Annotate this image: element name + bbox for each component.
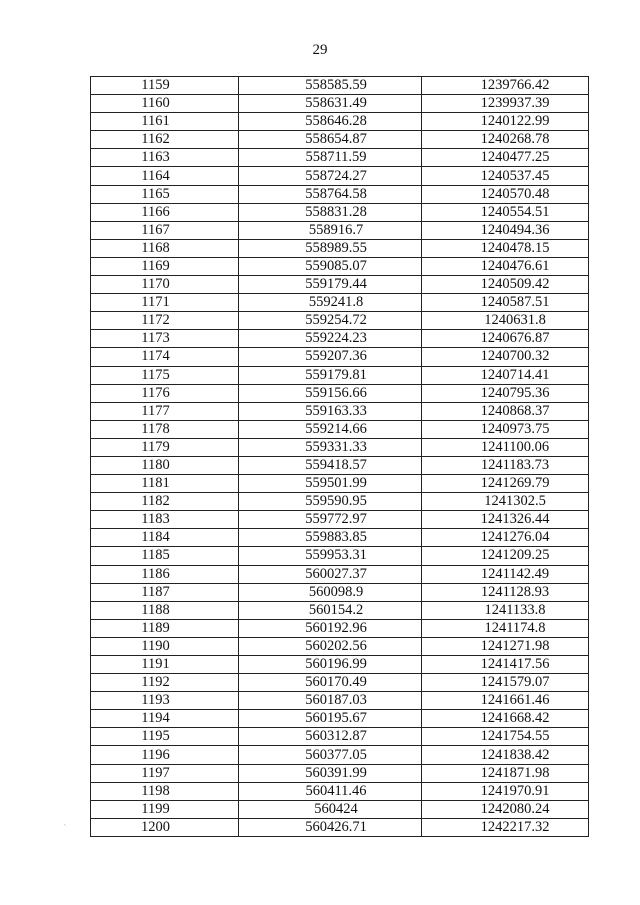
table-row — [91, 674, 589, 692]
point-number-cell: 1175 — [91, 366, 239, 384]
y-coordinate-cell: 1240676.87 — [422, 330, 589, 348]
point-number-cell: 1195 — [91, 728, 239, 746]
x-coordinate-cell: 559590.95 — [239, 493, 422, 511]
table-row — [91, 637, 589, 655]
point-number-cell: 1160 — [91, 95, 239, 113]
table-row — [91, 402, 589, 420]
point-number-cell: 1167 — [91, 221, 239, 239]
table-row — [91, 77, 589, 95]
y-coordinate-cell: 1240587.51 — [422, 294, 589, 312]
coordinates-table-body — [91, 77, 589, 837]
y-coordinate-cell: 1240973.75 — [422, 420, 589, 438]
x-coordinate-cell: 558764.58 — [239, 185, 422, 203]
table-row — [91, 782, 589, 800]
table-row — [91, 818, 589, 836]
table-row — [91, 257, 589, 275]
x-coordinate-cell: 558585.59 — [239, 77, 422, 95]
y-coordinate-cell: 1240476.61 — [422, 257, 589, 275]
y-coordinate-cell: 1242080.24 — [422, 800, 589, 818]
y-coordinate-cell: 1240122.99 — [422, 113, 589, 131]
x-coordinate-cell: 560391.99 — [239, 764, 422, 782]
table-row — [91, 95, 589, 113]
x-coordinate-cell: 558646.28 — [239, 113, 422, 131]
table-row — [91, 710, 589, 728]
table-row — [91, 692, 589, 710]
x-coordinate-cell: 560187.03 — [239, 692, 422, 710]
x-coordinate-cell: 559156.66 — [239, 384, 422, 402]
table-row — [91, 239, 589, 257]
point-number-cell: 1159 — [91, 77, 239, 95]
x-coordinate-cell: 560154.2 — [239, 601, 422, 619]
x-coordinate-cell: 559207.36 — [239, 348, 422, 366]
table-row — [91, 493, 589, 511]
x-coordinate-cell: 559241.8 — [239, 294, 422, 312]
x-coordinate-cell: 558916.7 — [239, 221, 422, 239]
point-number-cell: 1196 — [91, 746, 239, 764]
point-number-cell: 1186 — [91, 565, 239, 583]
point-number-cell: 1181 — [91, 475, 239, 493]
point-number-cell: 1183 — [91, 511, 239, 529]
x-coordinate-cell: 559501.99 — [239, 475, 422, 493]
x-coordinate-cell: 560377.05 — [239, 746, 422, 764]
point-number-cell: 1187 — [91, 583, 239, 601]
x-coordinate-cell: 559953.31 — [239, 547, 422, 565]
y-coordinate-cell: 1241970.91 — [422, 782, 589, 800]
x-coordinate-cell: 560195.67 — [239, 710, 422, 728]
table-row — [91, 131, 589, 149]
table-row — [91, 656, 589, 674]
y-coordinate-cell: 1241142.49 — [422, 565, 589, 583]
y-coordinate-cell: 1241276.04 — [422, 529, 589, 547]
table-row — [91, 312, 589, 330]
point-number-cell: 1184 — [91, 529, 239, 547]
y-coordinate-cell: 1240509.42 — [422, 276, 589, 294]
x-coordinate-cell: 559179.44 — [239, 276, 422, 294]
table-row — [91, 601, 589, 619]
table-row — [91, 529, 589, 547]
y-coordinate-cell: 1240570.48 — [422, 185, 589, 203]
y-coordinate-cell: 1240494.36 — [422, 221, 589, 239]
x-coordinate-cell: 560426.71 — [239, 818, 422, 836]
point-number-cell: 1166 — [91, 203, 239, 221]
point-number-cell: 1199 — [91, 800, 239, 818]
table-row — [91, 511, 589, 529]
x-coordinate-cell: 559254.72 — [239, 312, 422, 330]
point-number-cell: 1200 — [91, 818, 239, 836]
point-number-cell: 1161 — [91, 113, 239, 131]
x-coordinate-cell: 558989.55 — [239, 239, 422, 257]
x-coordinate-cell: 560170.49 — [239, 674, 422, 692]
y-coordinate-cell: 1241269.79 — [422, 475, 589, 493]
y-coordinate-cell: 1241871.98 — [422, 764, 589, 782]
y-coordinate-cell: 1239766.42 — [422, 77, 589, 95]
y-coordinate-cell: 1239937.39 — [422, 95, 589, 113]
y-coordinate-cell: 1241579.07 — [422, 674, 589, 692]
y-coordinate-cell: 1241271.98 — [422, 637, 589, 655]
y-coordinate-cell: 1240631.8 — [422, 312, 589, 330]
point-number-cell: 1182 — [91, 493, 239, 511]
point-number-cell: 1197 — [91, 764, 239, 782]
table-row — [91, 583, 589, 601]
table-row — [91, 384, 589, 402]
x-coordinate-cell: 560098.9 — [239, 583, 422, 601]
table-row — [91, 203, 589, 221]
x-coordinate-cell: 559883.85 — [239, 529, 422, 547]
table-row — [91, 113, 589, 131]
y-coordinate-cell: 1241183.73 — [422, 456, 589, 474]
point-number-cell: 1192 — [91, 674, 239, 692]
y-coordinate-cell: 1240868.37 — [422, 402, 589, 420]
y-coordinate-cell: 1241838.42 — [422, 746, 589, 764]
x-coordinate-cell: 560411.46 — [239, 782, 422, 800]
table-row — [91, 221, 589, 239]
point-number-cell: 1191 — [91, 656, 239, 674]
x-coordinate-cell: 559331.33 — [239, 438, 422, 456]
table-row — [91, 547, 589, 565]
point-number-cell: 1163 — [91, 149, 239, 167]
table-row — [91, 746, 589, 764]
point-number-cell: 1172 — [91, 312, 239, 330]
point-number-cell: 1165 — [91, 185, 239, 203]
page-number: 29 — [312, 42, 328, 58]
y-coordinate-cell: 1241100.06 — [422, 438, 589, 456]
point-number-cell: 1177 — [91, 402, 239, 420]
point-number-cell: 1178 — [91, 420, 239, 438]
x-coordinate-cell: 558631.49 — [239, 95, 422, 113]
table-row — [91, 366, 589, 384]
y-coordinate-cell: 1240537.45 — [422, 167, 589, 185]
y-coordinate-cell: 1240714.41 — [422, 366, 589, 384]
point-number-cell: 1173 — [91, 330, 239, 348]
x-coordinate-cell: 558831.28 — [239, 203, 422, 221]
y-coordinate-cell: 1241754.55 — [422, 728, 589, 746]
x-coordinate-cell: 559214.66 — [239, 420, 422, 438]
table-row — [91, 565, 589, 583]
y-coordinate-cell: 1241661.46 — [422, 692, 589, 710]
x-coordinate-cell: 560312.87 — [239, 728, 422, 746]
y-coordinate-cell: 1241133.8 — [422, 601, 589, 619]
point-number-cell: 1198 — [91, 782, 239, 800]
table-row — [91, 728, 589, 746]
y-coordinate-cell: 1241128.93 — [422, 583, 589, 601]
y-coordinate-cell: 1241326.44 — [422, 511, 589, 529]
x-coordinate-cell: 560424 — [239, 800, 422, 818]
x-coordinate-cell: 560196.99 — [239, 656, 422, 674]
table-row — [91, 276, 589, 294]
y-coordinate-cell: 1240795.36 — [422, 384, 589, 402]
table-row — [91, 167, 589, 185]
y-coordinate-cell: 1241302.5 — [422, 493, 589, 511]
table-row — [91, 149, 589, 167]
point-number-cell: 1169 — [91, 257, 239, 275]
point-number-cell: 1185 — [91, 547, 239, 565]
point-number-cell: 1194 — [91, 710, 239, 728]
point-number-cell: 1168 — [91, 239, 239, 257]
y-coordinate-cell: 1241174.8 — [422, 619, 589, 637]
point-number-cell: 1164 — [91, 167, 239, 185]
point-number-cell: 1174 — [91, 348, 239, 366]
x-coordinate-cell: 558654.87 — [239, 131, 422, 149]
x-coordinate-cell: 558711.59 — [239, 149, 422, 167]
x-coordinate-cell: 559179.81 — [239, 366, 422, 384]
coordinates-table — [90, 76, 589, 837]
table-row — [91, 330, 589, 348]
point-number-cell: 1170 — [91, 276, 239, 294]
table-row — [91, 294, 589, 312]
x-coordinate-cell: 559163.33 — [239, 402, 422, 420]
point-number-cell: 1180 — [91, 456, 239, 474]
x-coordinate-cell: 560202.56 — [239, 637, 422, 655]
table-row — [91, 764, 589, 782]
table-row — [91, 348, 589, 366]
table-row — [91, 185, 589, 203]
point-number-cell: 1162 — [91, 131, 239, 149]
point-number-cell: 1179 — [91, 438, 239, 456]
y-coordinate-cell: 1242217.32 — [422, 818, 589, 836]
table-row — [91, 800, 589, 818]
table-row — [91, 619, 589, 637]
y-coordinate-cell: 1241209.25 — [422, 547, 589, 565]
y-coordinate-cell: 1240554.51 — [422, 203, 589, 221]
point-number-cell: 1193 — [91, 692, 239, 710]
x-coordinate-cell: 559772.97 — [239, 511, 422, 529]
x-coordinate-cell: 559085.07 — [239, 257, 422, 275]
point-number-cell: 1176 — [91, 384, 239, 402]
y-coordinate-cell: 1241668.42 — [422, 710, 589, 728]
x-coordinate-cell: 559418.57 — [239, 456, 422, 474]
y-coordinate-cell: 1241417.56 — [422, 656, 589, 674]
y-coordinate-cell: 1240268.78 — [422, 131, 589, 149]
x-coordinate-cell: 560027.37 — [239, 565, 422, 583]
x-coordinate-cell: 560192.96 — [239, 619, 422, 637]
table-row — [91, 456, 589, 474]
x-coordinate-cell: 559224.23 — [239, 330, 422, 348]
y-coordinate-cell: 1240700.32 — [422, 348, 589, 366]
point-number-cell: 1171 — [91, 294, 239, 312]
x-coordinate-cell: 558724.27 — [239, 167, 422, 185]
point-number-cell: 1189 — [91, 619, 239, 637]
table-row — [91, 438, 589, 456]
y-coordinate-cell: 1240478.15 — [422, 239, 589, 257]
point-number-cell: 1190 — [91, 637, 239, 655]
scan-speck: ˏ — [64, 820, 66, 826]
table-row — [91, 475, 589, 493]
point-number-cell: 1188 — [91, 601, 239, 619]
table-row — [91, 420, 589, 438]
y-coordinate-cell: 1240477.25 — [422, 149, 589, 167]
